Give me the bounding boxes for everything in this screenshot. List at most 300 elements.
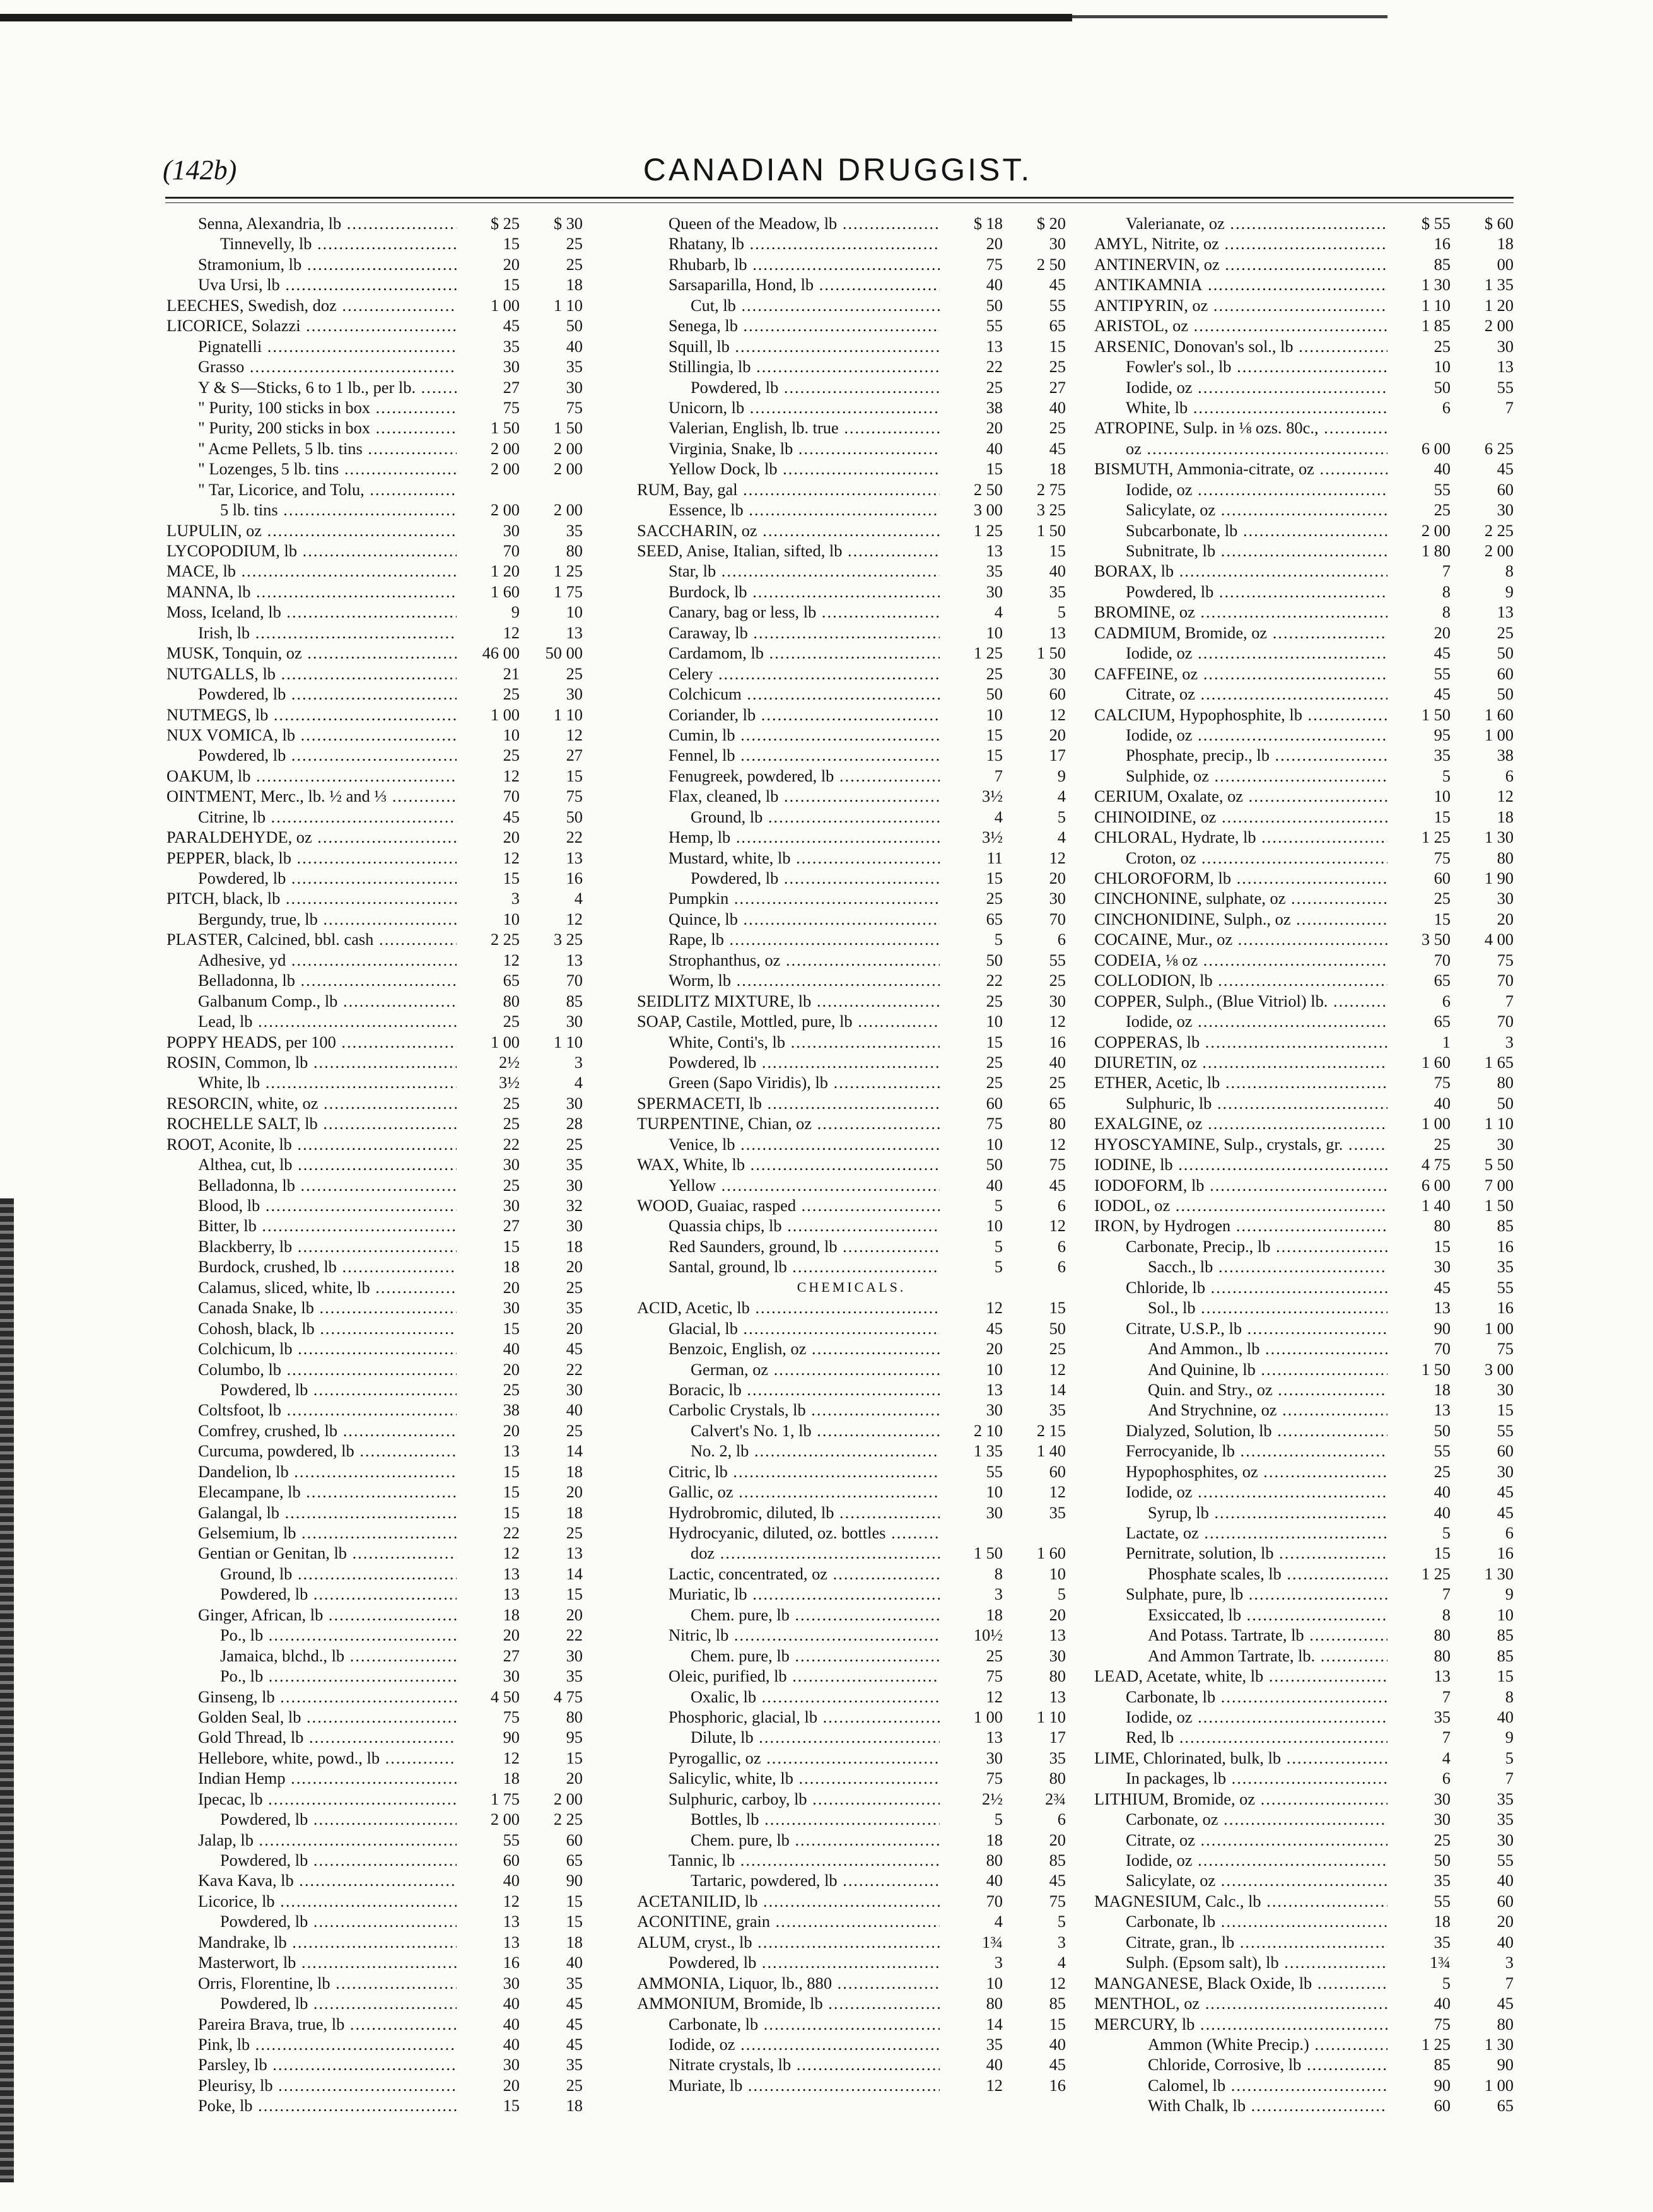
item-name: MANNA, lb ..... [166, 582, 457, 602]
item-name: Y & S—Sticks, 6 to 1 lb., per lb. ..... [166, 377, 457, 397]
price-low: 25 [986, 664, 1003, 683]
price-low: 1 35 [973, 1441, 1003, 1461]
price-high: 75 [1497, 950, 1514, 969]
item-name: Blackberry, lb ..... [166, 1236, 457, 1256]
price-row [1094, 1154, 1514, 1174]
price-high: 13 [1497, 602, 1514, 622]
item-name: White, lb ..... [166, 1072, 457, 1092]
price-high: 55 [1049, 950, 1066, 969]
price-row [166, 2075, 583, 2095]
item-name: Powdered, lb ..... [637, 377, 940, 397]
item-name: Phosphate, precip., lb ..... [1094, 745, 1387, 765]
price-high: 6 [1057, 1196, 1066, 1215]
item-name: CODEIA, ⅛ oz ..... [1094, 950, 1387, 970]
price-low: 15 [986, 725, 1003, 744]
price-high: 35 [1049, 1748, 1066, 1767]
item-name: Syrup, lb ..... [1094, 1502, 1387, 1523]
price-high: 1 90 [1484, 869, 1514, 887]
price-low: 2 50 [973, 479, 1003, 499]
item-name: Galbanum Comp., lb ..... [166, 991, 457, 1011]
price-row [637, 1666, 1066, 1686]
price-row [637, 1993, 1066, 2013]
item-name: German, oz ..... [637, 1359, 940, 1379]
price-high: 30 [566, 1646, 583, 1665]
price-low: 25 [986, 1073, 1003, 1092]
item-name: Mandrake, lb ..... [166, 1932, 457, 1952]
price-low: 45 [503, 807, 520, 826]
item-name: Jalap, lb ..... [166, 1830, 457, 1850]
price-low: 75 [1434, 1073, 1451, 1092]
price-high: 2 00 [553, 438, 583, 458]
price-column-1 [166, 213, 583, 2116]
price-low: 1 50 [490, 418, 520, 438]
price-high: 12 [1049, 1216, 1066, 1236]
price-high: 1 20 [1484, 295, 1514, 315]
price-row [637, 1134, 1066, 1154]
item-name: Lactate, oz ..... [1094, 1523, 1387, 1543]
price-row [166, 500, 583, 520]
price-low: 25 [1434, 1461, 1451, 1481]
item-name: ROOT, Aconite, lb ..... [166, 1134, 457, 1154]
price-low: 10 [986, 1216, 1003, 1236]
price-row [1094, 1625, 1514, 1645]
price-low: 1 00 [490, 705, 520, 724]
price-row [1094, 1543, 1514, 1563]
price-row [166, 1215, 583, 1236]
item-name: Ground, lb ..... [166, 1564, 457, 1584]
price-row [1094, 745, 1514, 765]
price-row [637, 1687, 1066, 1707]
price-high: 15 [1049, 541, 1066, 560]
price-row [637, 1379, 1066, 1400]
price-row [166, 1952, 583, 1972]
price-row [166, 1809, 583, 1829]
price-row [637, 336, 1066, 356]
item-name: POPPY HEADS, per 100 ..... [166, 1032, 457, 1052]
price-high: 27 [566, 746, 583, 765]
price-row [1094, 1195, 1514, 1215]
item-name: Calomel, lb ..... [1094, 2075, 1387, 2095]
price-high: 18 [566, 1502, 583, 1522]
price-low: 10 [986, 1012, 1003, 1031]
price-row [1094, 1768, 1514, 1788]
price-low: 12 [503, 1891, 520, 1911]
price-high: 2 00 [553, 500, 583, 520]
item-name: Phosphate scales, lb ..... [1094, 1564, 1387, 1584]
item-name: PITCH, black, lb ..... [166, 888, 457, 908]
price-high: 1 50 [1484, 1196, 1514, 1215]
price-row [1094, 1215, 1514, 1236]
price-row [166, 561, 583, 581]
price-high: 35 [566, 1973, 583, 1993]
item-name: COCAINE, Mur., oz ..... [1094, 929, 1387, 949]
item-name: With Chalk, lb ..... [1094, 2095, 1387, 2115]
price-high: 80 [1497, 848, 1514, 867]
price-high: 7 [1505, 991, 1514, 1010]
price-low: 1 00 [490, 295, 520, 315]
item-name: Carbonate, lb ..... [1094, 1911, 1387, 1931]
price-row [637, 397, 1066, 418]
item-name: SPERMACETI, lb ..... [637, 1093, 940, 1113]
item-name: COLLODION, lb ..... [1094, 970, 1387, 990]
price-row [166, 1564, 583, 1584]
price-low: 3 00 [973, 500, 1003, 520]
price-low: 65 [1434, 971, 1451, 990]
price-row [1094, 2034, 1514, 2054]
price-low: 40 [986, 1871, 1003, 1890]
price-low: 55 [1434, 1441, 1451, 1461]
price-row [166, 970, 583, 990]
price-row [637, 315, 1066, 336]
item-name: Po., lb ..... [166, 1666, 457, 1686]
item-name: ROSIN, Common, lb ..... [166, 1052, 457, 1072]
price-row [166, 1911, 583, 1931]
item-name: IODOFORM, lb ..... [1094, 1175, 1387, 1195]
item-name: ANTIKAMNIA ..... [1094, 274, 1387, 295]
price-high: 2 00 [553, 459, 583, 479]
price-high: 35 [566, 520, 583, 540]
price-row [166, 438, 583, 459]
price-row [166, 418, 583, 438]
item-name: CHINOIDINE, oz ..... [1094, 807, 1387, 827]
price-high: 1 30 [1484, 2034, 1514, 2054]
price-high: 17 [1049, 1728, 1066, 1747]
price-row [166, 623, 583, 643]
item-name: Flax, cleaned, lb ..... [637, 786, 940, 806]
price-low: 10 [986, 1134, 1003, 1154]
price-row [1094, 1666, 1514, 1686]
price-low: 2 00 [490, 1810, 520, 1829]
price-row [1094, 561, 1514, 581]
item-name: COPPERAS, lb ..... [1094, 1032, 1387, 1052]
price-high: 15 [566, 1584, 583, 1604]
price-high [520, 479, 583, 500]
price-low: 20 [503, 1277, 520, 1297]
price-row [637, 541, 1066, 561]
item-name: Carbolic Crystals, lb ..... [637, 1400, 940, 1420]
item-name: Senna, Alexandria, lb ..... [166, 213, 457, 233]
item-name: Colchicum, lb ..... [166, 1338, 457, 1359]
price-high: 15 [1497, 1400, 1514, 1420]
price-row [637, 1420, 1066, 1441]
price-high: 75 [1049, 1155, 1066, 1174]
price-low: 80 [986, 1994, 1003, 2013]
price-low: 1 60 [490, 582, 520, 601]
price-low: 4 [994, 1912, 1003, 1931]
price-row [637, 582, 1066, 602]
item-name: ETHER, Acetic, lb ..... [1094, 1072, 1387, 1092]
item-name: CINCHONINE, sulphate, oz ..... [1094, 888, 1387, 908]
price-row [637, 233, 1066, 254]
price-low: 18 [1434, 1912, 1451, 1931]
item-name: MANGANESE, Black Oxide, lb ..... [1094, 1973, 1387, 1993]
price-high: 20 [566, 1318, 583, 1338]
item-name: Gentian or Genitan, lb ..... [166, 1543, 457, 1563]
item-name: ANTIPYRIN, oz ..... [1094, 295, 1387, 315]
item-name: Phosphoric, glacial, lb ..... [637, 1707, 940, 1727]
price-low: 18 [986, 1830, 1003, 1849]
price-high: 1 50 [553, 418, 583, 438]
price-low: 45 [1434, 643, 1451, 663]
item-name: Sol., lb ..... [1094, 1297, 1387, 1318]
item-name: EXALGINE, oz ..... [1094, 1113, 1387, 1133]
item-name: IODINE, lb ..... [1094, 1154, 1387, 1174]
price-low [1387, 418, 1451, 438]
price-row [1094, 2095, 1514, 2115]
price-row [166, 1072, 583, 1092]
price-row [1094, 725, 1514, 745]
price-row [166, 1420, 583, 1441]
item-name: Powdered, lb ..... [166, 684, 457, 704]
item-name: And Quinine, lb ..... [1094, 1359, 1387, 1379]
price-row [166, 888, 583, 908]
item-name: Hellebore, white, powd., lb ..... [166, 1748, 457, 1768]
price-high: 55 [1497, 377, 1514, 397]
price-high: 7 00 [1484, 1175, 1514, 1195]
price-high: 2 00 [1484, 541, 1514, 560]
price-high: 2 00 [553, 1789, 583, 1808]
price-row [1094, 1789, 1514, 1809]
price-high: 25 [566, 1523, 583, 1542]
item-name: Subnitrate, lb ..... [1094, 541, 1387, 561]
item-name: " Purity, 100 sticks in box ..... [166, 397, 457, 418]
price-high: 1 60 [1484, 705, 1514, 724]
price-high: 13 [1049, 1625, 1066, 1645]
price-low: 1 [1442, 1032, 1451, 1051]
price-row [1094, 1707, 1514, 1727]
price-row [637, 623, 1066, 643]
price-high: 25 [566, 1420, 583, 1440]
price-low: 38 [503, 1400, 520, 1420]
price-high: 12 [1049, 705, 1066, 724]
item-name: Valerian, English, lb. true ..... [637, 418, 940, 438]
item-name: Ginseng, lb ..... [166, 1687, 457, 1707]
price-low: 40 [503, 1339, 520, 1359]
price-low: 50 [986, 1155, 1003, 1174]
price-low: 1 00 [973, 1707, 1003, 1726]
item-name: Boracic, lb ..... [637, 1379, 940, 1400]
price-row [637, 1523, 1066, 1543]
price-row [1094, 541, 1514, 561]
price-row [637, 1482, 1066, 1502]
price-low: 8 [1442, 1605, 1451, 1624]
price-high: 17 [1049, 746, 1066, 765]
item-name: Powdered, lb ..... [166, 1911, 457, 1931]
price-low: 75 [1434, 848, 1451, 867]
price-low: 2½ [499, 1052, 520, 1072]
price-high: 50 [1497, 1093, 1514, 1113]
price-row [166, 1850, 583, 1870]
price-high: 6 [1057, 1257, 1066, 1277]
price-high: 20 [1049, 1605, 1066, 1624]
item-name: NUX VOMICA, lb ..... [166, 725, 457, 745]
price-row [166, 1154, 583, 1174]
price-high: 80 [566, 541, 583, 560]
item-name: Salicylate, oz ..... [1094, 500, 1387, 520]
price-low: 95 [1434, 725, 1451, 744]
price-high: 50 [1049, 1318, 1066, 1338]
price-high: 45 [566, 1994, 583, 2013]
price-row [1094, 397, 1514, 418]
price-high: 65 [566, 1851, 583, 1870]
price-low: 25 [986, 1646, 1003, 1665]
price-low: 46 00 [482, 643, 520, 663]
price-high: 6 [1505, 1523, 1514, 1542]
price-low: 1 10 [1421, 295, 1451, 315]
item-name: ACID, Acetic, lb ..... [637, 1297, 940, 1318]
price-high: 45 [1049, 275, 1066, 295]
price-high: 40 [1049, 2034, 1066, 2054]
item-name: Quince, lb ..... [637, 909, 940, 929]
price-high: 5 [1505, 1748, 1514, 1767]
price-low: 45 [1434, 1277, 1451, 1297]
price-high: 12 [1497, 787, 1514, 806]
item-name: Hypophosphites, oz ..... [1094, 1461, 1387, 1482]
price-row [1094, 766, 1514, 786]
item-name: " Purity, 200 sticks in box ..... [166, 418, 457, 438]
price-row [637, 1032, 1066, 1052]
price-high: 80 [1049, 1769, 1066, 1788]
price-row [637, 1625, 1066, 1645]
item-name: CADMIUM, Bromide, oz ..... [1094, 623, 1387, 643]
price-low: 60 [503, 1851, 520, 1870]
item-name: CINCHONIDINE, Sulph., oz ..... [1094, 909, 1387, 929]
item-name: Iodide, oz ..... [1094, 377, 1387, 397]
item-name: Powdered, lb ..... [166, 1584, 457, 1604]
price-row [637, 705, 1066, 725]
price-low: 55 [503, 1830, 520, 1849]
price-high: 35 [1497, 1257, 1514, 1277]
price-row [166, 929, 583, 949]
item-name: Ammon (White Precip.) ..... [1094, 2034, 1387, 2054]
price-low: 30 [503, 520, 520, 540]
price-low: 4 75 [1421, 1155, 1451, 1174]
item-name: Green (Sapo Viridis), lb ..... [637, 1072, 940, 1092]
item-name: Iodide, oz ..... [1094, 479, 1387, 500]
price-row [1094, 1973, 1514, 1993]
price-row [166, 1625, 583, 1645]
price-row [637, 500, 1066, 520]
item-name: Strophanthus, oz ..... [637, 950, 940, 970]
price-high: 30 [1497, 1134, 1514, 1154]
price-row [637, 1236, 1066, 1256]
item-name: MACE, lb ..... [166, 561, 457, 581]
price-row [637, 1400, 1066, 1420]
price-low: 10 [986, 623, 1003, 642]
price-row [1094, 1338, 1514, 1359]
item-name: Virginia, Snake, lb ..... [637, 438, 940, 459]
price-row [637, 377, 1066, 397]
price-high: 40 [566, 1400, 583, 1420]
price-high: 25 [1049, 971, 1066, 990]
price-high: 1 00 [1484, 725, 1514, 744]
price-row [166, 1134, 583, 1154]
price-low: 15 [1434, 1236, 1451, 1256]
price-row [1094, 1687, 1514, 1707]
item-name: Red Saunders, ground, lb ..... [637, 1236, 940, 1256]
item-name: OAKUM, lb ..... [166, 766, 457, 786]
price-row [637, 2034, 1066, 2054]
price-high: 1 65 [1484, 1052, 1514, 1072]
price-row [637, 2054, 1066, 2074]
item-name: And Ammon Tartrate, lb. ..... [1094, 1646, 1387, 1666]
price-high: 45 [1497, 459, 1514, 479]
price-row [637, 1605, 1066, 1625]
price-row [1094, 1993, 1514, 2013]
price-low: 25 [503, 746, 520, 765]
price-high: 4 [574, 889, 583, 908]
price-row [166, 1195, 583, 1215]
price-row [637, 1093, 1066, 1113]
price-row [1094, 848, 1514, 868]
price-row [1094, 1379, 1514, 1400]
price-low: 60 [1434, 869, 1451, 887]
price-high: 25 [1049, 418, 1066, 438]
item-name: Orris, Florentine, lb ..... [166, 1973, 457, 1993]
price-low: 1 25 [1421, 828, 1451, 847]
item-name: Curcuma, powdered, lb ..... [166, 1441, 457, 1461]
price-low: 20 [986, 234, 1003, 254]
price-low: 15 [503, 234, 520, 254]
item-name: Exsiccated, lb ..... [1094, 1605, 1387, 1625]
item-name: Belladonna, lb ..... [166, 970, 457, 990]
item-name: Mustard, white, lb ..... [637, 848, 940, 868]
price-low: 35 [1434, 1707, 1451, 1726]
price-low: 13 [1434, 1400, 1451, 1420]
price-high: 5 [1057, 1912, 1066, 1931]
item-name: Glacial, lb ..... [637, 1318, 940, 1338]
price-row [166, 336, 583, 356]
item-name: Worm, lb ..... [637, 970, 940, 990]
price-low: 85 [1434, 254, 1451, 274]
price-low: 15 [1434, 1543, 1451, 1563]
price-row [1094, 1461, 1514, 1482]
price-low: 35 [1434, 746, 1451, 765]
price-low: 15 [503, 1236, 520, 1256]
item-name: Chem. pure, lb ..... [637, 1830, 940, 1850]
price-high: 40 [1497, 1707, 1514, 1726]
price-high: 15 [1049, 336, 1066, 356]
item-name: Lactic, concentrated, oz ..... [637, 1564, 940, 1584]
price-low: 20 [503, 1359, 520, 1379]
price-high: 1 50 [1036, 643, 1066, 663]
price-high: 45 [1049, 2055, 1066, 2074]
item-name: SOAP, Castile, Mottled, pure, lb ..... [637, 1011, 940, 1031]
price-high: 2 15 [1036, 1420, 1066, 1440]
price-high: 85 [1497, 1625, 1514, 1645]
item-name: BORAX, lb ..... [1094, 561, 1387, 581]
item-name: Quassia chips, lb ..... [637, 1215, 940, 1236]
price-high: 30 [1497, 500, 1514, 520]
price-low: 13 [986, 1728, 1003, 1747]
item-name: Blood, lb ..... [166, 1195, 457, 1215]
price-high: 13 [566, 848, 583, 867]
price-high: 60 [1497, 1891, 1514, 1911]
price-high: 75 [1049, 1891, 1066, 1911]
price-low: 25 [1434, 500, 1451, 520]
price-high: 6 [1505, 766, 1514, 785]
price-high: 35 [566, 357, 583, 377]
price-row [166, 520, 583, 541]
price-high: 6 [1057, 1236, 1066, 1256]
item-name: NUTMEGS, lb ..... [166, 705, 457, 725]
price-low: 30 [986, 1502, 1003, 1522]
price-row [1094, 1175, 1514, 1195]
price-row [166, 1993, 583, 2013]
item-name: Chloride, lb ..... [1094, 1277, 1387, 1297]
item-name: In packages, lb ..... [1094, 1768, 1387, 1788]
price-row [637, 991, 1066, 1011]
